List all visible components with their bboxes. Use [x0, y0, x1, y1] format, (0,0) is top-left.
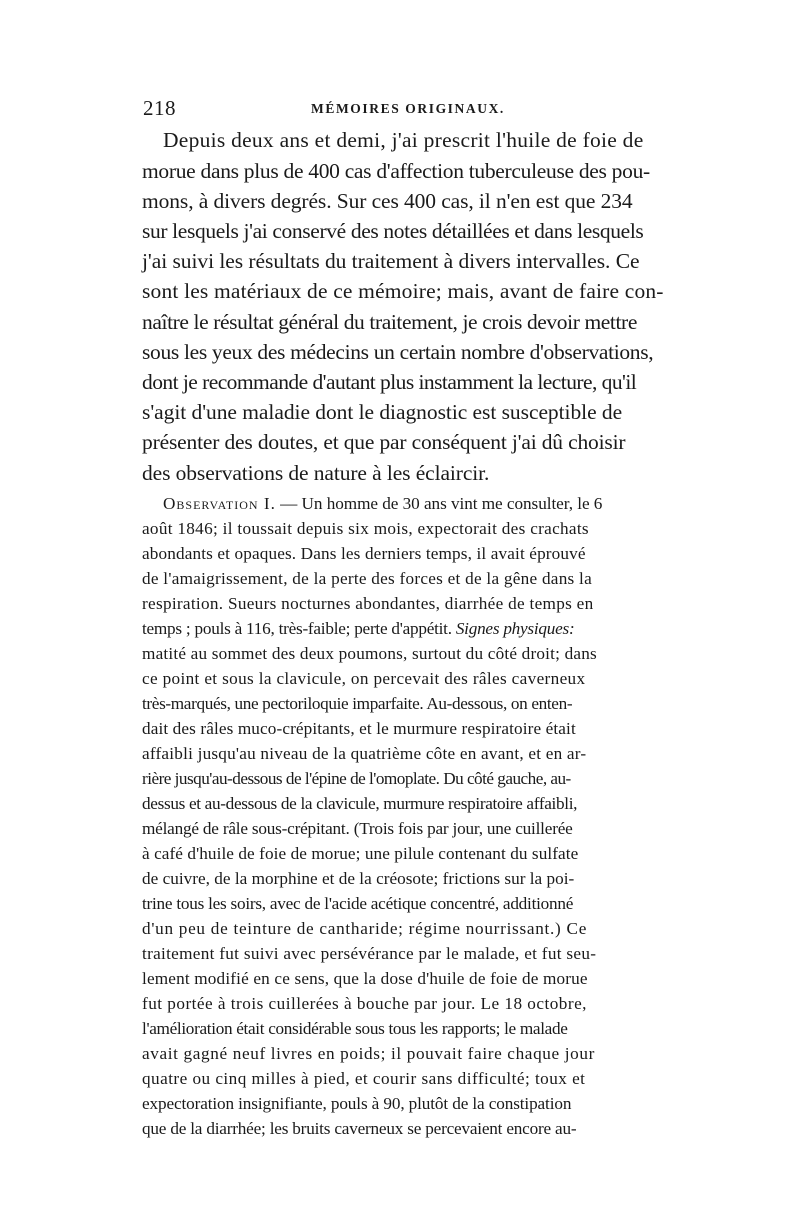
text-line: mons, à divers degrés. Sur ces 400 cas, il n'en est que 234 [142, 189, 633, 213]
text-line: matité au sommet des deux poumons, surtout du côté droit; dans [142, 644, 597, 663]
text-line: fut portée à trois cuillerées à bouche par jour. Le 18 octobre, [142, 994, 587, 1013]
italic-heading: Signes physiques: [455, 619, 575, 638]
text-line: mélangé de râle sous-crépitant. (Trois fois par jour, une cuillerée [142, 819, 573, 838]
text-line: dont je recommande d'autant plus instamment la lecture, qu'il [142, 370, 637, 394]
text-line: j'ai suivi les résultats du traitement à divers intervalles. Ce [142, 249, 640, 273]
running-head [143, 96, 659, 122]
text-line: d'un peu de teinture de cantharide; régime nourrissant.) Ce [142, 919, 588, 938]
text-line: affaibli jusqu'au niveau de la quatrième côte en avant, et en ar- [142, 744, 587, 763]
text-line: des observations de nature à les éclaircir. [142, 461, 490, 485]
text-line: août 1846; il toussait depuis six mois, expectorait des crachats [142, 519, 589, 538]
text-line: l'amélioration était considérable sous tous les rapports; le malade [142, 1019, 568, 1038]
text-line: naître le résultat général du traitement, je crois devoir mettre [142, 310, 637, 334]
text-line: respiration. Sueurs nocturnes abondantes, diarrhée de temps en [142, 594, 594, 613]
text-line: morue dans plus de 400 cas d'affection tuberculeuse des pou- [142, 159, 650, 183]
observation-first-line [163, 494, 602, 522]
text-line: traitement fut suivi avec persévérance par le malade, et fut seu- [142, 944, 597, 963]
text-line: sont les matériaux de ce mémoire; mais, avant de faire con- [142, 279, 664, 303]
text-line: abondants et opaques. Dans les derniers temps, il avait éprouvé [142, 544, 586, 563]
text-line: rière jusqu'au-dessous de l'épine de l'omoplate. Du côté gauche, au- [142, 769, 571, 788]
text-line: ce point et sous la clavicule, on percevait des râles caverneux [142, 669, 586, 688]
text-line: sous les yeux des médecins un certain nombre d'observations, [142, 340, 654, 364]
text-line: avait gagné neuf livres en poids; il pouvait faire chaque jour [142, 1044, 595, 1063]
text-span: — Un homme de 30 ans vint me consulter, le 6 [275, 494, 603, 513]
text-line: très-marqués, une pectoriloquie imparfaite. Au-dessous, on enten- [142, 694, 573, 713]
text-line: trine tous les soirs, avec de l'acide acétique concentré, additionné [142, 894, 574, 913]
text-line: à café d'huile de foie de morue; une pilule contenant du sulfate [142, 844, 579, 863]
observation-label: Observation I. [163, 494, 276, 513]
text-line: dessus et au-dessous de la clavicule, murmure respiratoire affaibli, [142, 794, 578, 813]
text-line-with-italic [142, 619, 574, 647]
text-span: temps ; pouls à 116, très-faible; perte d'appétit. [142, 619, 456, 638]
text-line: dait des râles muco-crépitants, et le murmure respiratoire était [142, 719, 576, 738]
page-number: 218 [143, 96, 176, 120]
text-line: expectoration insignifiante, pouls à 90, plutôt de la constipation [142, 1094, 572, 1113]
text-line: lement modifié en ce sens, que la dose d'huile de foie de morue [142, 969, 588, 988]
running-title: MÉMOIRES ORIGINAUX. [311, 101, 505, 116]
text-line: que de la diarrhée; les bruits caverneux se percevaient encore au- [142, 1119, 577, 1138]
text-line: quatre ou cinq milles à pied, et courir sans difficulté; toux et [142, 1069, 586, 1088]
text-line: de l'amaigrissement, de la perte des forces et de la gêne dans la [142, 569, 592, 588]
text-line: sur lesquels j'ai conservé des notes détaillées et dans lesquels [142, 219, 644, 243]
text-line: s'agit d'une maladie dont le diagnostic est susceptible de [142, 400, 623, 424]
text-line: de cuivre, de la morphine et de la créosote; frictions sur la poi- [142, 869, 575, 888]
text-line: Depuis deux ans et demi, j'ai prescrit l'huile de foie de [163, 128, 644, 152]
text-line: présenter des doutes, et que par conséquent j'ai dû choisir [142, 430, 626, 454]
